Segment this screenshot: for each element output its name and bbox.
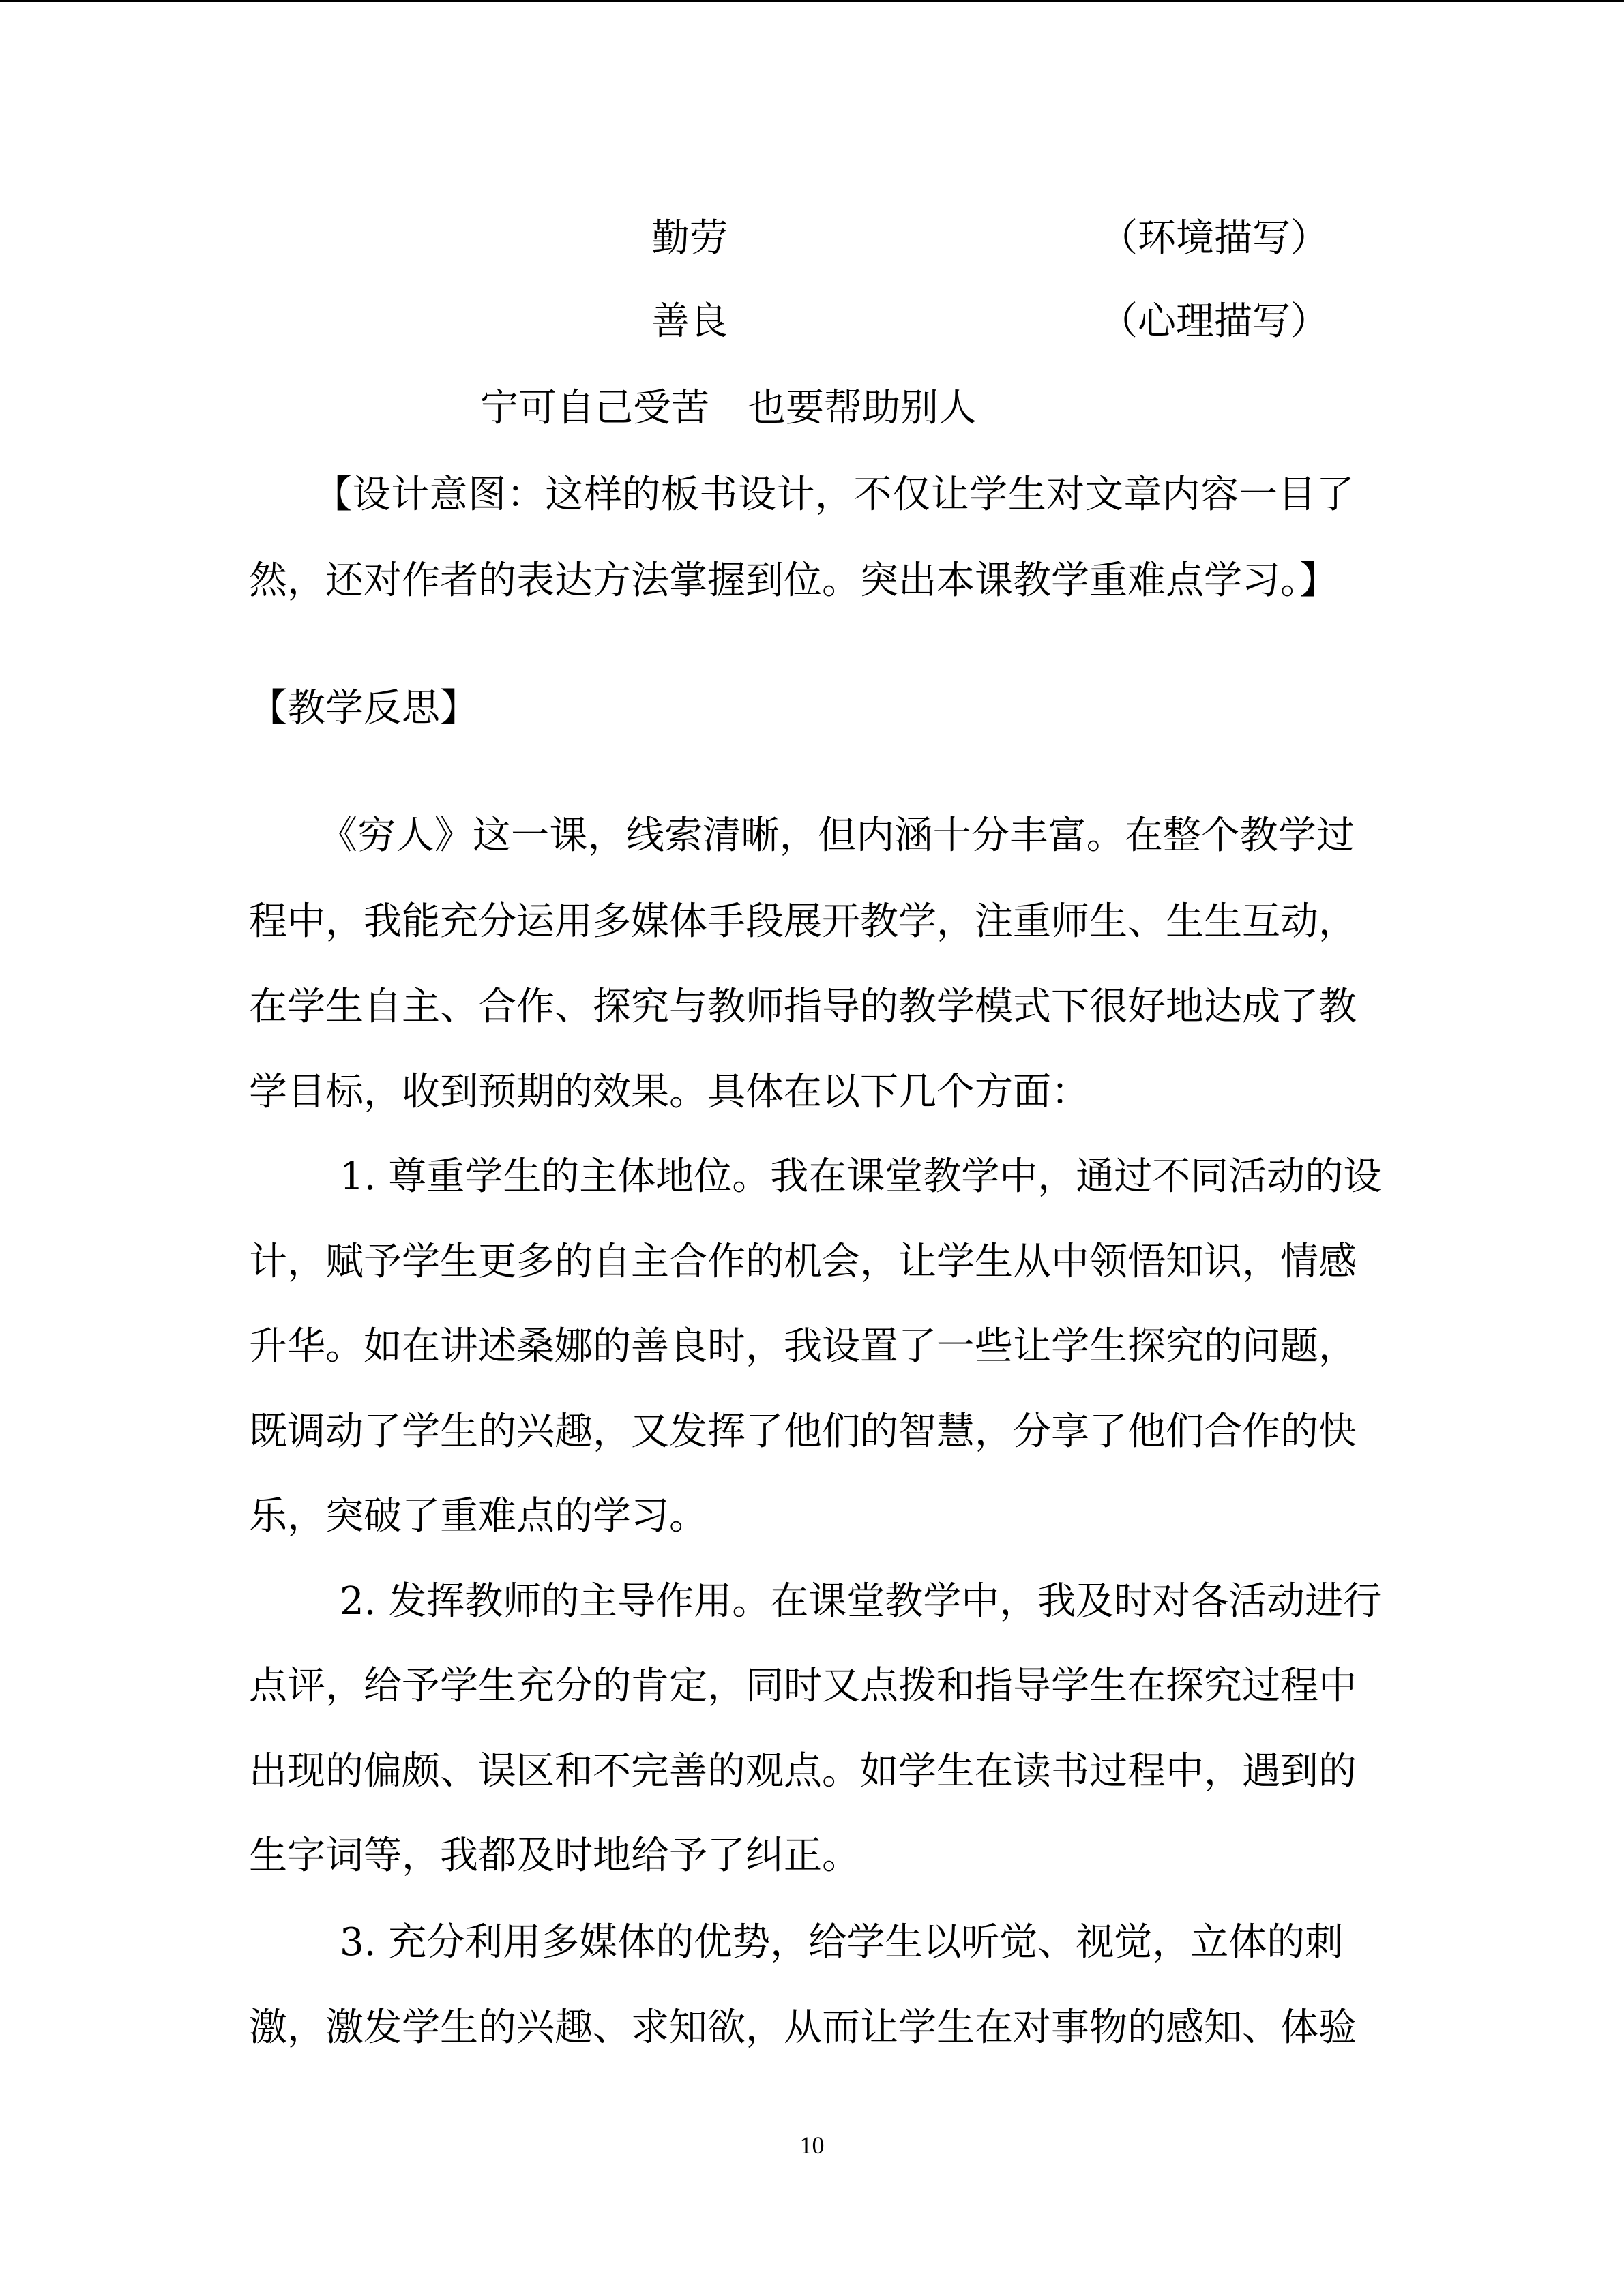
paragraph-line: 计，赋予学生更多的自主合作的机会，让学生从中领悟知识，情感	[249, 1240, 1357, 1284]
board-row2-left: 善良	[651, 299, 728, 344]
paragraph-line: 学目标，收到预期的效果。具体在以下几个方面：	[249, 1070, 1089, 1114]
page-border	[0, 0, 1624, 2]
board-row2-right: （心理描写）	[1099, 299, 1329, 344]
paragraph-line: 2. 发挥教师的主导作用。在课堂教学中，我及时对各活动进行	[340, 1579, 1382, 1624]
paragraph-line: 乐，突破了重难点的学习。	[249, 1494, 707, 1538]
paragraph-line: 点评，给予学生充分的肯定，同时又点拨和指导学生在探究过程中	[249, 1664, 1357, 1708]
paragraph-line: 3. 充分利用多媒体的优势，给学生以听觉、视觉，立体的刺	[340, 1920, 1344, 1965]
reflection-heading: 【教学反思】	[249, 686, 478, 730]
paragraph-line: 出现的偏颇、误区和不完善的观点。如学生在读书过程中，遇到的	[249, 1749, 1357, 1793]
board-row1-right: （环境描写）	[1099, 216, 1329, 260]
board-row1-left: 勤劳	[651, 216, 728, 260]
paragraph-line: 1. 尊重学生的主体地位。我在课堂教学中，通过不同活动的设	[340, 1154, 1382, 1199]
paragraph-line: 生字词等，我都及时地给予了纠正。	[249, 1834, 860, 1878]
design-intent-line: 【设计意图：这样的板书设计，不仅让学生对文章内容一目了	[314, 473, 1355, 517]
board-row3: 宁可自己受苦 也要帮助别人	[480, 386, 977, 430]
paragraph-line: 升华。如在讲述桑娜的善良时，我设置了一些让学生探究的问题，	[249, 1324, 1357, 1369]
paragraph-line: 《穷人》这一课，线索清晰，但内涵十分丰富。在整个教学过	[319, 814, 1355, 858]
paragraph-line: 激，激发学生的兴趣、求知欲，从而让学生在对事物的感知、体验	[249, 2006, 1357, 2050]
paragraph-line: 在学生自主、合作、探究与教师指导的教学模式下很好地达成了教	[249, 985, 1357, 1029]
design-intent-line: 然，还对作者的表达方法掌握到位。突出本课教学重难点学习。】	[249, 558, 1338, 603]
page-number: 10	[799, 2132, 825, 2159]
paragraph-line: 程中，我能充分运用多媒体手段展开教学，注重师生、生生互动，	[249, 899, 1357, 944]
paragraph-line: 既调动了学生的兴趣，又发挥了他们的智慧，分享了他们合作的快	[249, 1410, 1357, 1454]
